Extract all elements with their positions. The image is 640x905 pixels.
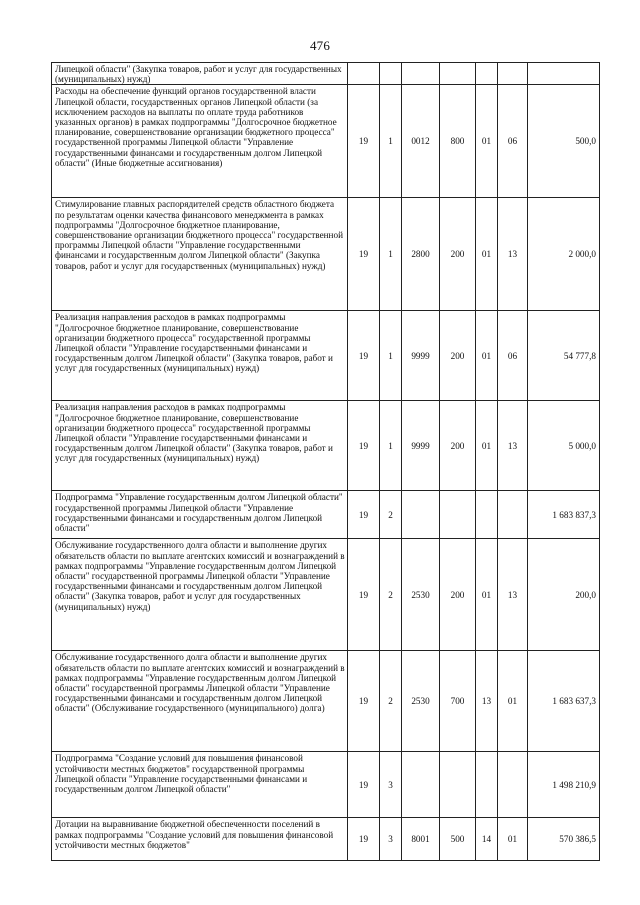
row-description: Подпрограмма "Создание условий для повышения финансовой устойчивости местных бюджетов" государственной программы Липецкой области "Управление государственными финансами и государственным долгом Липецкой области": [52, 752, 348, 818]
subsection-code: [498, 491, 528, 539]
expense-type-code: 200: [440, 539, 476, 651]
page-number: 476: [309, 38, 331, 53]
amount-value: 1 683 637,3: [528, 651, 600, 752]
program-code: 19: [348, 198, 380, 311]
row-description: Стимулирование главных распорядителей средств областного бюджета по результатам оценки качества финансового менеджмента в рамках подпрограммы "Долгосрочное бюджетное планирование, совершенствование организации бюджетного процесса" государственной программы Липецкой области "Управление государственными финансами и государственным долгом Липецкой области" (Закупка товаров, работ и услуг для государственных (муниципальных) нужд): [52, 198, 348, 311]
table-row: [52, 401, 600, 491]
subprogram-code: 2: [380, 539, 402, 651]
program-code: [348, 63, 380, 85]
program-code: 19: [348, 491, 380, 539]
expense-type-code: 200: [440, 311, 476, 401]
subsection-code: [498, 752, 528, 818]
expense-direction-code: [402, 491, 440, 539]
expense-type-code: 200: [440, 198, 476, 311]
table-row: [52, 311, 600, 401]
expense-type-code: [440, 752, 476, 818]
subsection-code: 01: [498, 651, 528, 752]
subsection-code: 06: [498, 85, 528, 198]
amount-value: [528, 63, 600, 85]
subprogram-code: 1: [380, 198, 402, 311]
subsection-code: 13: [498, 539, 528, 651]
section-code: [476, 63, 498, 85]
expense-type-code: 700: [440, 651, 476, 752]
expense-direction-code: 0012: [402, 85, 440, 198]
amount-value: 5 000,0: [528, 401, 600, 491]
amount-value: 500,0: [528, 85, 600, 198]
expense-type-code: 500: [440, 818, 476, 861]
subsection-code: [498, 63, 528, 85]
table-row: [52, 651, 600, 752]
expense-type-code: 200: [440, 401, 476, 491]
row-description: Липецкой области" (Закупка товаров, работ и услуг для государственных (муниципальных) нужд): [52, 63, 348, 85]
subprogram-code: 3: [380, 818, 402, 861]
expense-direction-code: 9999: [402, 401, 440, 491]
subprogram-code: 1: [380, 85, 402, 198]
section-code: 14: [476, 818, 498, 861]
expense-direction-code: [402, 752, 440, 818]
section-code: 01: [476, 311, 498, 401]
section-code: 01: [476, 539, 498, 651]
amount-value: 2 000,0: [528, 198, 600, 311]
subsection-code: 01: [498, 818, 528, 861]
budget-table: [51, 62, 600, 861]
expense-direction-code: 2530: [402, 651, 440, 752]
expense-direction-code: [402, 63, 440, 85]
table-row: [52, 198, 600, 311]
table-row: [52, 491, 600, 539]
program-code: 19: [348, 85, 380, 198]
amount-value: 200,0: [528, 539, 600, 651]
section-code: 01: [476, 85, 498, 198]
subprogram-code: [380, 63, 402, 85]
table-row: [52, 818, 600, 861]
program-code: 19: [348, 651, 380, 752]
expense-direction-code: 8001: [402, 818, 440, 861]
table-row: [52, 752, 600, 818]
program-code: 19: [348, 401, 380, 491]
amount-value: 1 498 210,9: [528, 752, 600, 818]
table-row: [52, 539, 600, 651]
expense-type-code: [440, 63, 476, 85]
subsection-code: 13: [498, 401, 528, 491]
expense-type-code: 800: [440, 85, 476, 198]
table-row: [52, 85, 600, 198]
section-code: [476, 491, 498, 539]
amount-value: 570 386,5: [528, 818, 600, 861]
expense-direction-code: 2530: [402, 539, 440, 651]
row-description: Расходы на обеспечение функций органов государственной власти Липецкой области, государственных органов Липецкой области (за исключением расходов на выплаты по оплате труда работников указанных органов) в рамках подпрограммы "Долгосрочное бюджетное планирование, совершенствование организации бюджетного процесса" государственной программы Липецкой области "Управление государственными финансами и государственным долгом Липецкой области" (Иные бюджетные ассигнования): [52, 85, 348, 198]
subprogram-code: 2: [380, 651, 402, 752]
subprogram-code: 1: [380, 401, 402, 491]
table-row: [52, 63, 600, 85]
section-code: 01: [476, 198, 498, 311]
program-code: 19: [348, 752, 380, 818]
section-code: 13: [476, 651, 498, 752]
row-description: Реализация направления расходов в рамках подпрограммы "Долгосрочное бюджетное планирование, совершенствование организации бюджетного процесса" государственной программы Липецкой области "Управление государственными финансами и государственным долгом Липецкой области" (Закупка товаров, работ и услуг для государственных (муниципальных) нужд): [52, 401, 348, 491]
row-description: Реализация направления расходов в рамках подпрограммы "Долгосрочное бюджетное планирование, совершенствование организации бюджетного процесса" государственной программы Липецкой области "Управление государственными финансами и государственным долгом Липецкой области" (Закупка товаров, работ и услуг для государственных (муниципальных) нужд): [52, 311, 348, 401]
subprogram-code: 3: [380, 752, 402, 818]
row-description: Обслуживание государственного долга области и выполнение других обязательств области по выплате агентских комиссий и вознаграждений в рамках подпрограммы "Управление государственным долгом Липецкой области" государственной программы Липецкой области "Управление государственными финансами и государственным долгом Липецкой области" (Обслуживание государственного (муниципального) долга): [52, 651, 348, 752]
section-code: [476, 752, 498, 818]
program-code: 19: [348, 539, 380, 651]
row-description: Обслуживание государственного долга области и выполнение других обязательств области по выплате агентских комиссий и вознаграждений в рамках подпрограммы "Управление государственным долгом Липецкой области" государственной программы Липецкой области "Управление государственными финансами и государственным долгом Липецкой области" (Закупка товаров, работ и услуг для государственных (муниципальных) нужд): [52, 539, 348, 651]
row-description: Дотации на выравнивание бюджетной обеспеченности поселений в рамках подпрограммы "Создание условий для повышения финансовой устойчивости местных бюджетов": [52, 818, 348, 861]
expense-direction-code: 2800: [402, 198, 440, 311]
subsection-code: 06: [498, 311, 528, 401]
program-code: 19: [348, 311, 380, 401]
amount-value: 54 777,8: [528, 311, 600, 401]
subprogram-code: 2: [380, 491, 402, 539]
subsection-code: 13: [498, 198, 528, 311]
program-code: 19: [348, 818, 380, 861]
row-description: Подпрограмма "Управление государственным долгом Липецкой области" государственной программы Липецкой области "Управление государственными финансами и государственным долгом Липецкой области": [52, 491, 348, 539]
subprogram-code: 1: [380, 311, 402, 401]
section-code: 01: [476, 401, 498, 491]
expense-direction-code: 9999: [402, 311, 440, 401]
expense-type-code: [440, 491, 476, 539]
amount-value: 1 683 837,3: [528, 491, 600, 539]
